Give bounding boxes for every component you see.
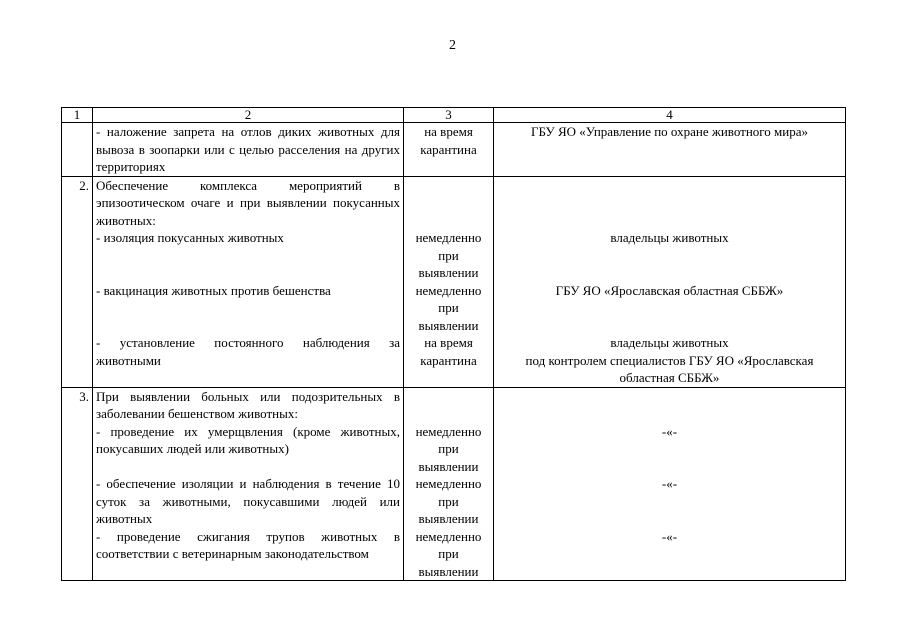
term-item: немедленно при выявлении bbox=[415, 282, 482, 333]
term-cell bbox=[404, 387, 494, 581]
table-row bbox=[62, 387, 846, 581]
responsible-cell bbox=[494, 123, 846, 177]
measures-table bbox=[61, 107, 846, 581]
header-col-2: 2 bbox=[93, 108, 404, 123]
measure-item: - проведение сжигания трупов животных в соответствии с ветеринарным законодательством bbox=[96, 528, 400, 561]
responsible-item: владельцы животных bbox=[610, 230, 729, 245]
header-col-1: 1 bbox=[62, 108, 93, 123]
row-number: 2. bbox=[62, 176, 93, 387]
measure-item: - изоляция покусанных животных bbox=[96, 230, 284, 245]
measure-item: - вакцинация животных против бешенства bbox=[96, 282, 331, 298]
measure-cell bbox=[93, 123, 404, 177]
table-header-row bbox=[62, 108, 846, 123]
responsible-item: под контролем специалистов ГБУ ЯО «Ярославская областная СББЖ» bbox=[525, 352, 814, 385]
table-row bbox=[62, 176, 846, 387]
term-item: немедленно при выявлении bbox=[415, 423, 482, 474]
measure-item: - установление постоянного наблюдения за животными bbox=[96, 335, 400, 368]
table-row bbox=[62, 123, 846, 177]
responsible-item: -«- bbox=[661, 476, 678, 491]
responsible-cell bbox=[494, 387, 846, 581]
row-number: 3. bbox=[62, 387, 93, 581]
responsible-item: -«- bbox=[661, 528, 678, 544]
page-number: 2 bbox=[449, 38, 456, 53]
header-col-4: 4 bbox=[494, 108, 846, 123]
measure-cell bbox=[93, 176, 404, 387]
term-item: немедленно при выявлении bbox=[415, 476, 482, 526]
term-cell bbox=[404, 176, 494, 387]
responsible-cell bbox=[494, 176, 846, 387]
term-cell bbox=[404, 123, 494, 177]
measure-cell bbox=[93, 387, 404, 581]
term-item: немедленно при выявлении bbox=[415, 230, 482, 280]
responsible-item: владельцы животных bbox=[610, 335, 729, 350]
term-item: немедленно при выявлении bbox=[415, 528, 482, 579]
row-number bbox=[62, 123, 93, 177]
responsible-item: ГБУ ЯО «Ярославская областная СББЖ» bbox=[555, 282, 784, 298]
measure-item: - обеспечение изоляции и наблюдения в течение 10 суток за животными, покусавшими людей или животных bbox=[96, 476, 400, 526]
section-heading: При выявлении больных или подозрительных в заболевании бешенством животных: bbox=[96, 388, 400, 421]
term-text: на время карантина bbox=[420, 124, 477, 157]
responsible-item: -«- bbox=[661, 423, 678, 439]
responsible-text: ГБУ ЯО «Управление по охране животного мира» bbox=[530, 124, 809, 139]
header-col-3: 3 bbox=[404, 108, 494, 123]
measure-item: - проведение их умерщвления (кроме животных, покусавших людей или животных) bbox=[96, 423, 400, 456]
measure-text: - наложение запрета на отлов диких животных для вывоза в зоопарки или с целью расселения на других территориях bbox=[96, 124, 400, 174]
section-heading: Обеспечение комплекса мероприятий в эпизоотическом очаге и при выявлении покусанных животных: bbox=[96, 177, 400, 228]
term-item: на время карантина bbox=[420, 335, 477, 368]
